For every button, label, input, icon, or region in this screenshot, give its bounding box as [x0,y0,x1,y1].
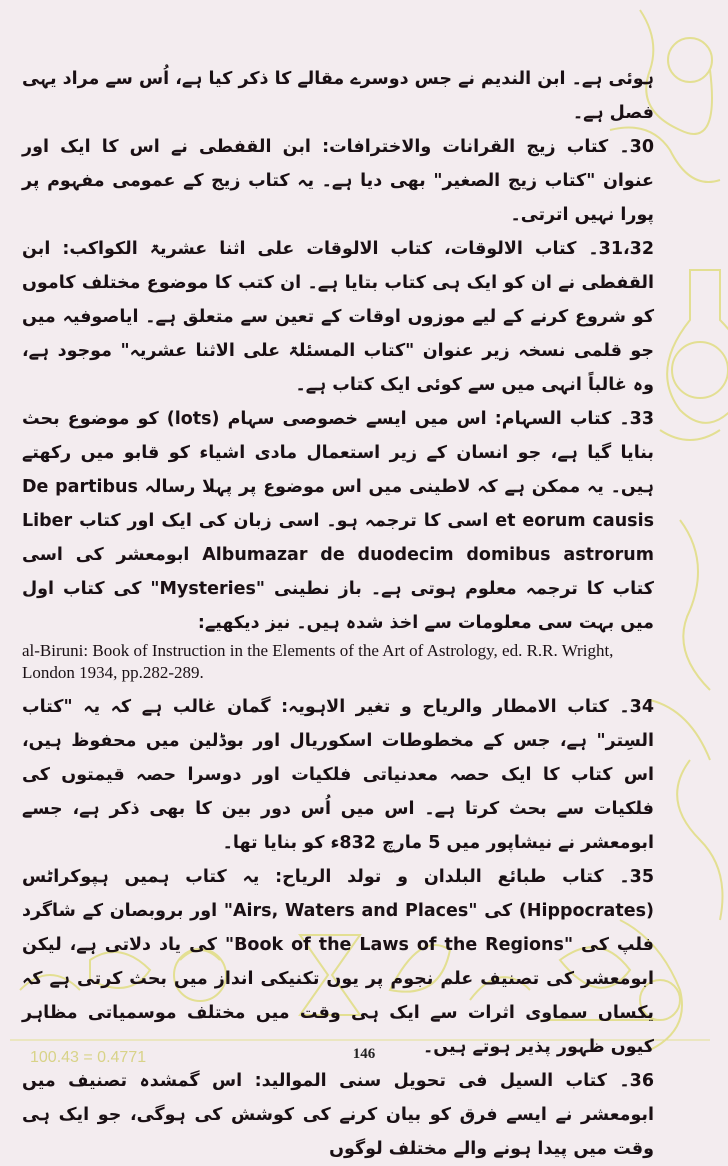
citation-english: al-Biruni: Book of Instruction in the Elements of the Art of Astrology, ed. R.R. Wright, London 1934, pp.282-289. [22,641,614,682]
page-number: 146 [352,1046,376,1062]
paragraph-34: 34۔ کتاب الامطار والریاح و تغیر الاہویہ: گمان غالب ہے کہ یہ "کتاب السِتر" ہے، جس کے مخطوطات اسکوریال اور بوڈلین میں محفوظ ہیں، اس کتاب کا ایک حصہ معدنیاتی فلکیات اور دوسرا حصہ قیمتوں کی فلکیات سے بحث کرتا ہے۔ اس میں اُس دور بین کا بھی ذکر ہے، جسے ابومعشر نے نیشاپور میں 5 مارچ 832ء کو بنایا تھا۔ [22,697,654,853]
flask-icon [667,270,728,423]
paragraph-35: 35۔ کتاب طبائع البلدان و تولد الریاح: یہ کتاب ہمیں ہپوکراٹس (Hippocrates) کی "Airs, Waters and Places" اور بروبصان کے شاگرد فلپ کی "Book of the Laws of the Regions" کی یاد دلاتی ہے، لیکن ابومعشر کی تصنیف علم نجوم پر یوں تکنیکی انداز میں بحث کرتی ہے کہ یکساں سماوی اثرات سے ایک ہی وقت میں مختلف موسمیاتی مظاہر کیوں ظہور پذیر ہوتے ہیں۔ [22,867,655,1057]
paragraph-31-32: 31،32۔ کتاب الالوقات، کتاب الالوقات علی اثنا عشریۃ الکواکب: ابن القفطی نے ان کو ایک ہی کتاب بتایا ہے۔ ان کتب کا موضوع مختلف کاموں کو شروع کرنے کے لیے موزوں اوقات کے تعین سے متعلق ہے۔ ایاصوفیہ میں جو قلمی نسخہ زیر عنوان "کتاب المسئلۃ علی الاثنا عشریہ" موجود ہے، وہ غالباً انہی میں سے کوئی ایک کتاب ہے۔ [22,239,654,395]
paragraph-intro: ہوئی ہے۔ ابن الندیم نے جس دوسرے مقالے کا ذکر کیا ہے، اُس سے مراد یہی فصل ہے۔ [22,69,654,123]
decor-formula: 100.43 = 0.4771 [30,1049,147,1066]
paragraph-33: 33۔ کتاب السہام: اس میں ایسے خصوصی سہام (lots) کو موضوع بحث بنایا گیا ہے، جو انسان کے زیر استعمال مادی اشیاء کو قابو میں رکھتے ہیں۔ یہ ممکن ہے کہ لاطینی میں اس موضوع پر پہلا رسالہ De partibus et eorum causis اسی کا ترجمہ ہو۔ اسی زبان کی ایک اور کتاب Liber Albumazar de duodecim domibus astrorum ابومعشر کی اسی کتاب کا ترجمہ معلوم ہوتی ہے۔ باز نطینی "Mysteries" کی کتاب اول میں بہت سی معلومات سے اخذ شدہ ہیں۔ نیز دیکھیے: [22,409,655,633]
paragraph-30: 30۔ کتاب زیج القرانات والاخترافات: ابن القفطی نے اس کا ایک اور عنوان "کتاب زیج الصغیر" بھی دیا ہے۔ یہ کتاب زیج کے عمومی مفہوم پر پورا نہیں اترتی۔ [22,137,654,225]
page-body [22,62,662,1166]
paragraph-36: 36۔ کتاب السیل فی تحویل سنی الموالید: اس گمشدہ تصنیف میں ابومعشر نے ایسے فرق کو بیان کرنے کی کوشش کی ہوگی، جو ایک ہی وقت میں پیدا ہونے والے مختلف لوگوں [22,1071,654,1159]
